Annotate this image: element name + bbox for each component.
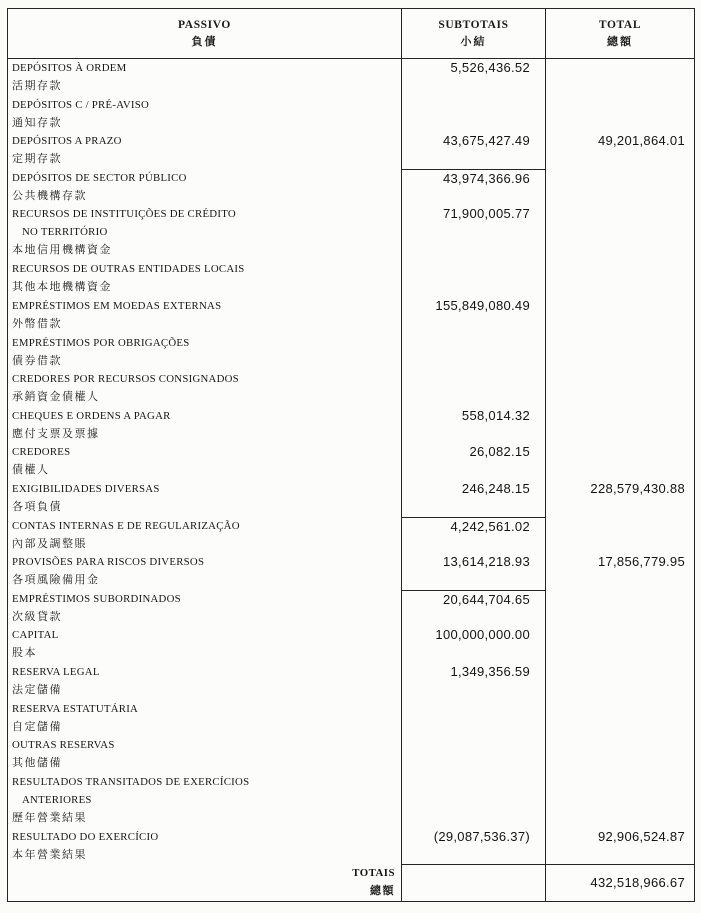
totals-label-cell — [8, 864, 401, 901]
table-row — [8, 297, 694, 334]
subtotal-value: 13,614,218.93 — [442, 554, 530, 570]
row-subtotal-cell — [401, 553, 546, 590]
table-row — [8, 626, 694, 663]
row-total-cell — [546, 96, 694, 133]
subtotal-value: 1,349,356.59 — [450, 664, 530, 680]
row-total-cell — [546, 169, 694, 206]
row-label-pt: RESERVA LEGAL — [12, 666, 100, 679]
row-label-zh: 活期存款 — [12, 80, 62, 92]
subtotal-value: 43,974,366.96 — [442, 170, 530, 186]
row-label-pt: RESULTADOS TRANSITADOS DE EXERCÍCIOS — [12, 775, 250, 788]
row-label-zh: 本地信用機構資金 — [12, 244, 112, 257]
table-row — [8, 553, 694, 590]
row-label-zh: 應付支票及票據 — [12, 427, 100, 440]
row-total-cell — [546, 553, 694, 590]
column-header-subtotais-pt: SUBTOTAIS — [438, 18, 509, 31]
row-label-pt: CAPITAL — [12, 629, 59, 642]
row-label-cell — [8, 626, 401, 663]
row-label-pt: DEPÓSITOS À ORDEM — [12, 62, 127, 74]
column-header-total-pt: TOTAL — [598, 18, 642, 31]
table-row — [8, 736, 694, 773]
row-subtotal-cell — [401, 773, 546, 828]
table-row — [8, 132, 694, 169]
row-total-cell — [546, 334, 694, 371]
row-label-zh: 歷年營業結果 — [12, 811, 87, 824]
row-label-cell — [8, 590, 401, 627]
row-label-pt: RECURSOS DE OUTRAS ENTIDADES LOCAIS — [12, 263, 245, 276]
table-row — [8, 169, 694, 206]
table-row — [8, 370, 694, 407]
subtotal-value: 4,242,561.02 — [450, 518, 530, 534]
table-row — [8, 59, 694, 96]
total-value: 49,201,864.01 — [597, 133, 685, 149]
row-label-cell — [8, 205, 401, 260]
row-total-cell — [546, 517, 694, 554]
row-subtotal-cell — [401, 407, 546, 444]
table-row — [8, 663, 694, 700]
row-label-pt: DEPÓSITOS A PRAZO — [12, 135, 122, 148]
table-row — [8, 700, 694, 737]
row-total-cell — [546, 480, 694, 517]
row-label-pt: CONTAS INTERNAS E DE REGULARIZAÇÃO — [12, 519, 240, 532]
totals-subtotal-cell — [401, 864, 546, 901]
row-total-cell — [546, 626, 694, 663]
table-row — [8, 205, 694, 260]
row-label-cell — [8, 517, 401, 554]
row-label-cell — [8, 480, 401, 517]
row-subtotal-cell — [401, 517, 546, 554]
row-label-zh: 次級貸款 — [12, 610, 62, 623]
row-total-cell — [546, 297, 694, 334]
row-label-cell — [8, 663, 401, 700]
total-value: 92,906,524.87 — [597, 828, 685, 844]
row-label-pt: PROVISÕES PARA RISCOS DIVERSOS — [12, 556, 205, 569]
row-label-pt-continuation: NO TERRITÓRIO — [22, 226, 108, 239]
row-total-cell — [546, 828, 694, 865]
row-label-pt: RESERVA ESTATUTÁRIA — [12, 702, 139, 715]
row-total-cell — [546, 59, 694, 96]
row-subtotal-cell — [401, 169, 546, 206]
liabilities-table — [7, 8, 695, 902]
row-label-pt: RECURSOS DE INSTITUIÇÕES DE CRÉDITO — [12, 208, 236, 221]
row-label-cell — [8, 700, 401, 737]
row-total-cell — [546, 370, 694, 407]
row-total-cell — [546, 773, 694, 828]
row-label-cell — [8, 553, 401, 590]
row-label-zh: 內部及調整賬 — [12, 537, 87, 550]
row-label-cell — [8, 443, 401, 480]
row-label-pt: DEPÓSITOS C / PRÉ-AVISO — [12, 98, 150, 111]
row-total-cell — [546, 205, 694, 260]
row-label-zh: 各項負債 — [12, 501, 62, 513]
row-subtotal-cell — [401, 132, 546, 169]
row-subtotal-cell — [401, 736, 546, 773]
row-label-cell — [8, 260, 401, 297]
table-row — [8, 828, 694, 865]
row-label-pt: CHEQUES E ORDENS A PAGAR — [12, 409, 171, 422]
row-label-pt: DEPÓSITOS DE SECTOR PÚBLICO — [12, 171, 187, 184]
row-subtotal-cell — [401, 828, 546, 865]
row-label-zh: 公共機構存款 — [12, 189, 87, 202]
subtotal-value: 155,849,080.49 — [435, 297, 530, 313]
row-total-cell — [546, 700, 694, 737]
subtotal-value: 71,900,005.77 — [442, 206, 530, 222]
row-label-cell — [8, 407, 401, 444]
row-label-cell — [8, 828, 401, 865]
row-total-cell — [546, 590, 694, 627]
total-value: 228,579,430.88 — [590, 481, 685, 496]
grand-total-value: 432,518,966.67 — [590, 875, 685, 891]
row-label-zh: 自定儲備 — [12, 720, 62, 733]
row-label-cell — [8, 334, 401, 371]
table-row — [8, 443, 694, 480]
column-header-subtotais — [401, 9, 546, 58]
column-header-passivo-zh: 負債 — [191, 35, 218, 48]
row-label-zh: 其他本地機構資金 — [12, 281, 112, 294]
column-header-total — [546, 9, 694, 58]
row-label-zh: 法定儲備 — [12, 684, 62, 697]
row-label-cell — [8, 773, 401, 828]
subtotal-value: 20,644,704.65 — [442, 591, 530, 607]
row-label-cell — [8, 169, 401, 206]
row-subtotal-cell — [401, 370, 546, 407]
row-label-pt-continuation: ANTERIORES — [22, 793, 92, 806]
table-header-row — [8, 9, 694, 59]
row-label-pt: EMPRÉSTIMOS EM MOEDAS EXTERNAS — [12, 299, 222, 312]
row-label-zh: 各項風險備用金 — [12, 574, 100, 587]
table-row — [8, 480, 694, 517]
column-header-total-zh: 總額 — [607, 35, 633, 48]
row-label-pt: RESULTADO DO EXERCÍCIO — [12, 830, 159, 843]
row-label-zh: 外幣借款 — [12, 317, 62, 330]
totals-row — [8, 864, 694, 901]
row-label-pt: OUTRAS RESERVAS — [12, 739, 115, 752]
row-label-zh: 債券借款 — [12, 354, 62, 367]
subtotal-value: 43,675,427.49 — [442, 133, 530, 149]
row-label-zh: 其他儲備 — [12, 757, 62, 770]
column-header-passivo — [8, 9, 401, 58]
row-label-cell — [8, 132, 401, 169]
row-label-zh: 債權人 — [12, 464, 50, 477]
table-row — [8, 96, 694, 133]
table-row — [8, 334, 694, 371]
row-label-cell — [8, 59, 401, 96]
row-label-cell — [8, 736, 401, 773]
row-subtotal-cell — [401, 590, 546, 627]
row-total-cell — [546, 663, 694, 700]
row-subtotal-cell — [401, 480, 546, 517]
table-row — [8, 590, 694, 627]
row-label-pt: EXIGIBILIDADES DIVERSAS — [12, 483, 160, 495]
row-subtotal-cell — [401, 96, 546, 133]
subtotal-value: 5,526,436.52 — [450, 60, 530, 75]
totals-total-cell — [546, 864, 694, 901]
table-row — [8, 773, 694, 828]
table-row — [8, 407, 694, 444]
row-total-cell — [546, 407, 694, 444]
row-subtotal-cell — [401, 59, 546, 96]
row-total-cell — [546, 443, 694, 480]
subtotal-value: (29,087,536.37) — [433, 828, 530, 844]
row-label-pt: EMPRÉSTIMOS POR OBRIGAÇÕES — [12, 336, 190, 349]
row-label-cell — [8, 370, 401, 407]
totals-label-zh: 總額 — [370, 885, 395, 898]
row-label-pt: CREDORES — [12, 446, 71, 459]
row-subtotal-cell — [401, 297, 546, 334]
row-subtotal-cell — [401, 663, 546, 700]
row-label-zh: 通知存款 — [12, 116, 62, 129]
row-label-pt: CREDORES POR RECURSOS CONSIGNADOS — [12, 373, 239, 386]
row-subtotal-cell — [401, 443, 546, 480]
row-subtotal-cell — [401, 260, 546, 297]
row-subtotal-cell — [401, 334, 546, 371]
row-subtotal-cell — [401, 700, 546, 737]
row-label-pt: EMPRÉSTIMOS SUBORDINADOS — [12, 592, 181, 605]
row-label-zh: 承銷資金債權人 — [12, 391, 100, 404]
row-total-cell — [546, 736, 694, 773]
column-header-passivo-pt: PASSIVO — [178, 18, 231, 31]
subtotal-value: 26,082.15 — [469, 444, 530, 460]
row-label-zh: 定期存款 — [12, 153, 62, 166]
row-label-zh: 本年營業結果 — [12, 848, 87, 861]
subtotal-value: 246,248.15 — [461, 481, 530, 496]
row-subtotal-cell — [401, 626, 546, 663]
row-label-cell — [8, 96, 401, 133]
subtotal-value: 100,000,000.00 — [435, 627, 530, 643]
table-row — [8, 260, 694, 297]
row-subtotal-cell — [401, 205, 546, 260]
row-total-cell — [546, 132, 694, 169]
row-label-cell — [8, 297, 401, 334]
column-header-subtotais-zh: 小結 — [460, 35, 487, 48]
row-total-cell — [546, 260, 694, 297]
totals-label-pt: TOTAIS — [352, 867, 395, 880]
total-value: 17,856,779.95 — [597, 554, 685, 570]
table-row — [8, 517, 694, 554]
row-label-zh: 股本 — [12, 647, 37, 660]
subtotal-value: 558,014.32 — [461, 407, 530, 423]
